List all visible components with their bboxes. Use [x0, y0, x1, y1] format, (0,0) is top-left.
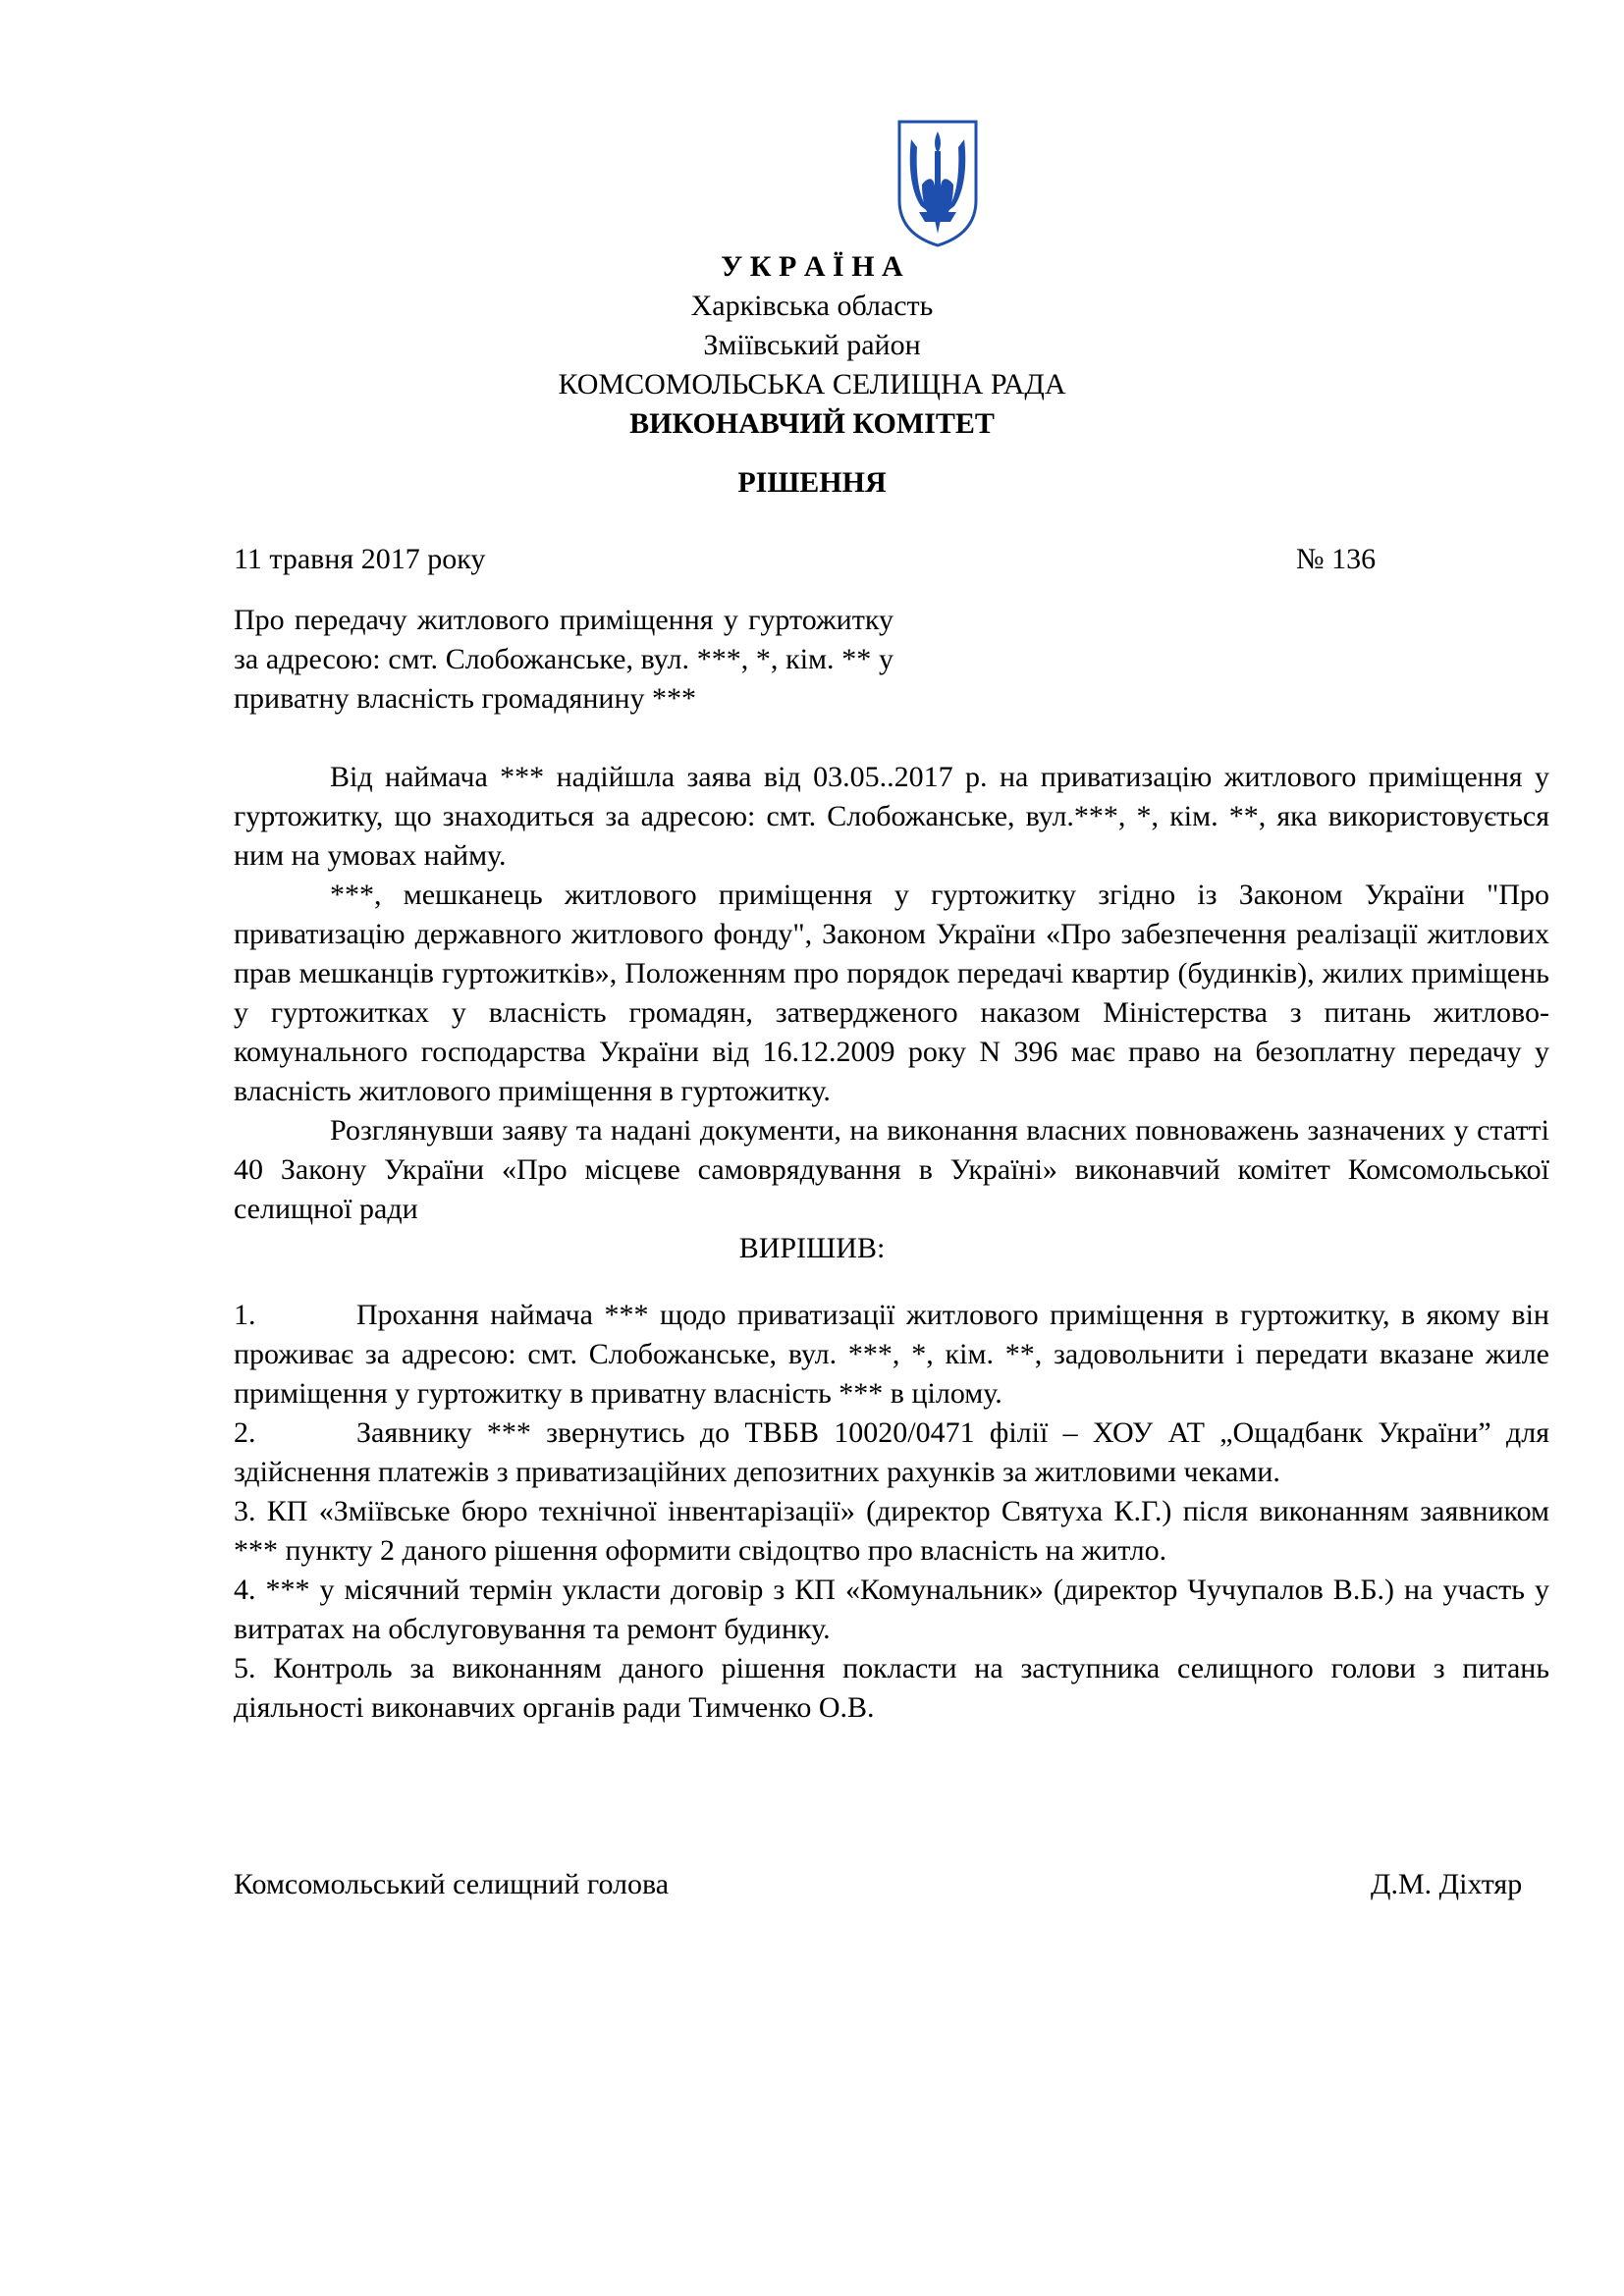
body-paragraph-3: Розглянувши заяву та надані документи, на виконання власних повноважень зазначених у статті 40 Закону України «Про місцеве самоврядування в Україні» виконавчий комітет Комсомольської селищної ради — [234, 1114, 1549, 1225]
committee-line: ВИКОНАВЧИЙ КОМІТЕТ — [629, 407, 995, 440]
decision-item-2 — [234, 1414, 1549, 1492]
decision-item-1 — [234, 1296, 1549, 1414]
document-type: РІШЕННЯ — [737, 466, 887, 499]
decision-item-4: 4. *** у місячний термін укласти договір з КП «Комунальник» (директор Чучупалов В.Б.) на участь у витратах на обслуговування та ремонт будинку. — [234, 1574, 1549, 1645]
item-number: 2. — [234, 1416, 256, 1449]
coat-of-arms-icon — [895, 118, 980, 249]
country-title: У К Р А Ї Н А — [721, 250, 903, 283]
body-paragraph-2: ***, мешканець житлового приміщення у гуртожитку згідно із Законом України "Про приватизацію державного житлового фонду", Законом України «Про забезпечення реалізації житлових прав мешканців гуртожитків», Положенням про порядок передачі квартир (будинків), жилих приміщень у гуртожитках у власність громадян, затвердженого наказом Міністерства з питань житлово-комунального господарства України від 16.12.2009 року N 396 має право на безоплатну передачу у власність житлового приміщення в гуртожитку. — [234, 879, 1549, 1107]
raion-line: Зміївський район — [703, 329, 921, 361]
decision-subject: Про передачу житлового приміщення у гуртожитку за адресою: смт. Слобожанське, вул. ***, *, кім. ** у приватну власність громадянину *** — [234, 604, 893, 715]
signature-position: Комсомольський селищний голова — [234, 1868, 670, 1900]
decision-items — [234, 1296, 1549, 1728]
decision-item-3: 3. КП «Зміївське бюро технічної інвентарізації» (директор Святуха К.Г.) після виконанням заявником *** пункту 2 даного рішення оформити свідоцтво про власність на житло. — [234, 1495, 1549, 1567]
decision-body — [234, 758, 1549, 1229]
decision-item-5: 5. Контроль за виконанням даного рішення покласти на заступника селищного голови з питань діяльності виконавчих органів ради Тимченко О.В. — [234, 1652, 1549, 1724]
decision-number: № 136 — [1296, 543, 1377, 575]
decision-date: 11 травня 2017 року — [234, 543, 486, 575]
oblast-line: Харківська область — [690, 290, 934, 322]
decided-heading: ВИРІШИВ: — [738, 1232, 886, 1264]
item-text: Заявнику *** звернутись до ТВБВ 10020/0471 філії – ХОУ АТ „Ощадбанк України” для здійснення платежів з приватизаційних депозитних рахунків за житловими чеками. — [234, 1416, 1549, 1488]
item-number: 1. — [234, 1299, 256, 1331]
body-paragraph-1: Від наймача *** надійшла заява від 03.05..2017 р. на приватизацію житлового приміщення у гуртожитку, що знаходиться за адресою: смт. Слобожанське, вул.***, *, кім. **, яка використовується ним на умовах найму. — [234, 761, 1549, 872]
signature-name: Д.М. Діхтяр — [1371, 1868, 1523, 1900]
council-line: КОМСОМОЛЬСЬКА СЕЛИЩНА РАДА — [558, 368, 1066, 400]
item-text: Прохання наймача *** щодо приватизації житлового приміщення в гуртожитку, в якому він проживає за адресою: смт. Слобожанське, вул. ***, *, кім. **, задовольнити і передати вказане жиле приміщення у гуртожитку в приватну власність *** в цілому. — [234, 1299, 1549, 1410]
